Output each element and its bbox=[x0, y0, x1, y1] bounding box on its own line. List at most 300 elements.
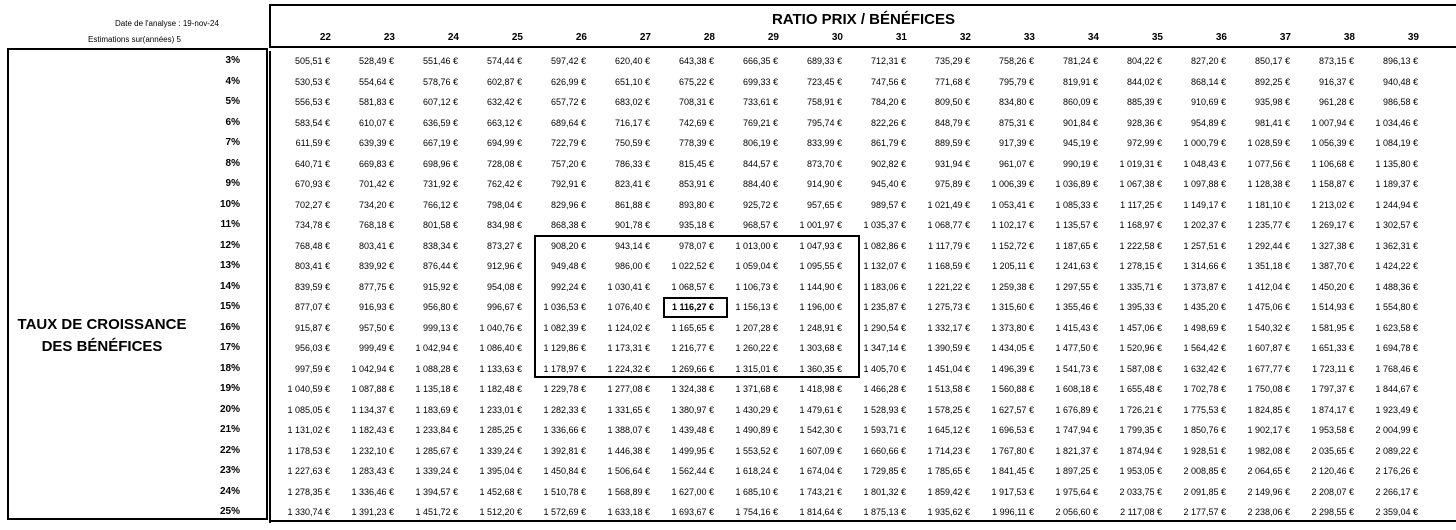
pe-column-header: 25 bbox=[511, 32, 523, 43]
value-cell: 990,19 € bbox=[1062, 158, 1098, 169]
value-cell: 1 528,93 € bbox=[863, 404, 906, 415]
pe-column-header: 32 bbox=[959, 32, 971, 43]
value-cell: 1 183,06 € bbox=[863, 281, 906, 292]
value-cell: 1 694,78 € bbox=[1375, 343, 1418, 353]
pe-column-header: 38 bbox=[1343, 32, 1355, 43]
value-cell: 1 607,09 € bbox=[799, 445, 842, 456]
value-cell: 1 285,67 € bbox=[415, 445, 458, 456]
value-cell: 792,91 € bbox=[550, 179, 586, 189]
growth-rate-label: 18% bbox=[219, 362, 240, 374]
value-cell: 1 053,41 € bbox=[991, 199, 1034, 210]
value-cell: 1 435,20 € bbox=[1183, 302, 1226, 312]
value-cell: 1 982,08 € bbox=[1247, 445, 1290, 456]
value-cell: 1 953,58 € bbox=[1311, 425, 1354, 435]
value-cell: 1 205,11 € bbox=[992, 261, 1034, 271]
value-cell: 2 033,75 € bbox=[1119, 486, 1162, 497]
table-row bbox=[271, 277, 1456, 298]
value-cell: 1 844,67 € bbox=[1375, 384, 1418, 394]
value-cell: 829,96 € bbox=[550, 199, 586, 210]
value-cell: 1 693,67 € bbox=[671, 507, 714, 517]
value-cell: 822,26 € bbox=[870, 117, 906, 128]
value-cell: 1 028,59 € bbox=[1247, 138, 1290, 148]
value-cell: 910,69 € bbox=[1190, 97, 1226, 107]
value-cell: 877,75 € bbox=[358, 281, 394, 292]
value-cell: 1 257,51 € bbox=[1183, 240, 1226, 251]
value-cell: 1 292,44 € bbox=[1247, 240, 1290, 251]
value-cell: 1 562,44 € bbox=[671, 466, 714, 476]
value-cell: 1 373,87 € bbox=[1183, 281, 1226, 292]
value-cell: 902,82 € bbox=[870, 158, 906, 169]
value-cell: 1 439,48 € bbox=[671, 425, 714, 435]
value-cell: 1 082,39 € bbox=[543, 322, 586, 333]
value-cell: 1 124,02 € bbox=[607, 322, 650, 333]
value-cell: 1 128,38 € bbox=[1247, 179, 1290, 189]
value-cell: 833,99 € bbox=[806, 138, 842, 148]
value-cell: 742,69 € bbox=[678, 117, 714, 128]
value-cell: 986,58 € bbox=[1382, 97, 1418, 107]
value-cell: 1 034,46 € bbox=[1375, 117, 1418, 128]
growth-rate-label: 4% bbox=[225, 75, 240, 87]
growth-rate-label: 23% bbox=[219, 465, 240, 476]
value-cell: 1 132,07 € bbox=[863, 261, 906, 271]
value-cell: 733,61 € bbox=[742, 97, 778, 107]
table-row bbox=[271, 72, 1456, 93]
value-cell: 786,33 € bbox=[614, 158, 650, 169]
value-cell: 583,54 € bbox=[294, 117, 330, 128]
value-cell: 1 859,42 € bbox=[927, 486, 970, 497]
pe-column-header: 37 bbox=[1279, 32, 1291, 43]
value-cell: 893,80 € bbox=[678, 199, 714, 210]
value-cell: 528,49 € bbox=[358, 56, 394, 66]
value-cell: 1 490,89 € bbox=[735, 425, 778, 435]
value-cell: 1 696,53 € bbox=[991, 425, 1034, 435]
value-cell: 2 298,55 € bbox=[1311, 507, 1354, 517]
value-cell: 1 144,90 € bbox=[799, 281, 842, 292]
value-cell: 602,87 € bbox=[486, 76, 522, 87]
growth-rate-label: 19% bbox=[219, 383, 240, 394]
table-row bbox=[271, 51, 1456, 72]
table-row bbox=[271, 420, 1456, 441]
value-cell: 554,64 € bbox=[358, 76, 394, 87]
value-cell: 968,57 € bbox=[742, 220, 778, 230]
value-cell: 884,40 € bbox=[742, 179, 778, 189]
table-row bbox=[271, 318, 1456, 339]
value-cell: 1 202,37 € bbox=[1183, 220, 1226, 230]
value-cell: 839,59 € bbox=[294, 281, 330, 292]
value-cell: 1 466,28 € bbox=[863, 384, 906, 394]
value-cell: 916,93 € bbox=[358, 302, 394, 312]
value-cell: 928,36 € bbox=[1126, 117, 1162, 128]
value-cell: 1 260,22 € bbox=[735, 343, 778, 353]
value-cell: 1 021,49 € bbox=[927, 199, 970, 210]
value-cell: 1 133,63 € bbox=[479, 363, 522, 374]
value-cell: 844,02 € bbox=[1126, 76, 1162, 87]
pe-column-header: 39 bbox=[1407, 32, 1419, 43]
value-cell: 1 085,05 € bbox=[287, 404, 330, 415]
value-cell: 1 767,80 € bbox=[991, 445, 1034, 456]
value-cell: 766,12 € bbox=[422, 199, 458, 210]
value-cell: 689,64 € bbox=[550, 117, 586, 128]
pe-column-header: 31 bbox=[895, 32, 907, 43]
value-cell: 1 084,19 € bbox=[1375, 138, 1418, 148]
analysis-date-label: Date de l'analyse : bbox=[115, 19, 181, 28]
growth-rate-label: 24% bbox=[219, 485, 240, 497]
value-cell: 999,49 € bbox=[358, 343, 394, 353]
value-cell: 1 452,68 € bbox=[479, 486, 522, 497]
value-cell: 551,46 € bbox=[422, 56, 458, 66]
table-row bbox=[271, 215, 1456, 236]
value-cell: 1 000,79 € bbox=[1183, 138, 1226, 148]
value-cell: 1 106,73 € bbox=[735, 281, 778, 292]
value-cell: 1 178,97 € bbox=[543, 363, 586, 374]
value-cell: 2 266,17 € bbox=[1375, 486, 1418, 497]
pe-column-header: 22 bbox=[319, 32, 331, 43]
value-cell: 1 035,37 € bbox=[863, 220, 906, 230]
value-cell: 762,42 € bbox=[486, 179, 522, 189]
value-cell: 992,24 € bbox=[550, 281, 586, 292]
value-cell: 1 651,33 € bbox=[1311, 343, 1354, 353]
value-cell: 1 235,87 € bbox=[863, 302, 906, 312]
table-row bbox=[271, 482, 1456, 503]
value-cell: 768,48 € bbox=[294, 240, 330, 251]
value-cell: 657,72 € bbox=[550, 97, 586, 107]
value-cell: 1 222,58 € bbox=[1119, 240, 1162, 251]
value-cell: 574,44 € bbox=[486, 56, 522, 66]
value-cell: 1 499,95 € bbox=[671, 445, 714, 456]
value-cell: 908,20 € bbox=[550, 240, 586, 251]
value-cell: 1 457,06 € bbox=[1119, 322, 1162, 333]
value-cell: 1 607,87 € bbox=[1247, 343, 1290, 353]
value-cell: 1 418,98 € bbox=[799, 384, 842, 394]
value-cell: 1 373,80 € bbox=[991, 322, 1034, 333]
value-cell: 935,98 € bbox=[1254, 97, 1290, 107]
value-cell: 823,41 € bbox=[614, 179, 650, 189]
estimation-years-line bbox=[88, 35, 181, 45]
value-cell: 1 269,66 € bbox=[671, 363, 714, 374]
value-cell: 1 221,22 € bbox=[927, 281, 970, 292]
value-cell: 1 241,63 € bbox=[1055, 261, 1098, 271]
value-cell: 1 729,85 € bbox=[863, 466, 906, 476]
value-cell: 1 227,63 € bbox=[287, 466, 330, 476]
value-cell: 1 336,66 € bbox=[543, 425, 586, 435]
value-cell: 1 168,97 € bbox=[1119, 220, 1162, 230]
value-cell: 1 450,20 € bbox=[1311, 281, 1354, 292]
value-cell: 1 187,65 € bbox=[1055, 240, 1098, 251]
value-cell: 2 177,57 € bbox=[1183, 507, 1226, 517]
value-cell: 640,71 € bbox=[294, 158, 330, 169]
value-cell: 758,91 € bbox=[806, 97, 842, 107]
pe-column-header: 33 bbox=[1023, 32, 1035, 43]
value-cell: 530,53 € bbox=[294, 76, 330, 87]
value-cell: 809,50 € bbox=[934, 97, 970, 107]
value-cell: 1 514,93 € bbox=[1311, 302, 1354, 312]
value-cell: 1 674,04 € bbox=[799, 466, 842, 476]
value-cell: 694,99 € bbox=[486, 138, 522, 148]
value-cell: 848,79 € bbox=[934, 117, 970, 128]
value-cell: 734,78 € bbox=[294, 220, 330, 230]
value-cell: 666,35 € bbox=[742, 56, 778, 66]
value-cell: 1 743,21 € bbox=[799, 486, 842, 497]
pe-column-header: 26 bbox=[575, 32, 587, 43]
value-cell: 1 655,48 € bbox=[1119, 384, 1162, 394]
value-cell: 1 315,01 € bbox=[735, 363, 778, 374]
value-cell: 1 068,77 € bbox=[927, 220, 970, 230]
value-cell: 1 394,57 € bbox=[415, 486, 458, 497]
value-cell: 1 278,35 € bbox=[287, 486, 330, 497]
value-cell: 1 131,02 € bbox=[287, 425, 330, 435]
value-cell: 1 593,71 € bbox=[863, 425, 906, 435]
value-cell: 1 085,33 € bbox=[1055, 199, 1098, 210]
value-cell: 935,18 € bbox=[678, 220, 714, 230]
value-cell: 1 747,94 € bbox=[1055, 425, 1098, 435]
value-cell: 1 331,65 € bbox=[607, 404, 650, 415]
value-cell: 1 362,31 € bbox=[1375, 240, 1418, 251]
value-cell: 1 917,53 € bbox=[991, 486, 1034, 497]
value-cell: 1 785,65 € bbox=[927, 466, 970, 476]
table-row bbox=[271, 133, 1456, 154]
value-cell: 1 135,80 € bbox=[1375, 158, 1418, 169]
value-cell: 2 008,85 € bbox=[1183, 466, 1226, 476]
table-row bbox=[271, 379, 1456, 400]
value-cell: 1 036,89 € bbox=[1055, 179, 1098, 189]
value-cell: 1 553,52 € bbox=[735, 445, 778, 456]
value-cell: 1 676,89 € bbox=[1055, 404, 1098, 415]
growth-rate-label: 5% bbox=[225, 96, 240, 107]
value-cell: 757,20 € bbox=[550, 158, 586, 169]
value-cell: 1 056,39 € bbox=[1311, 138, 1354, 148]
value-cell: 954,89 € bbox=[1190, 117, 1226, 128]
value-cell: 815,45 € bbox=[678, 158, 714, 169]
value-cell: 556,53 € bbox=[294, 97, 330, 107]
value-cell: 961,07 € bbox=[998, 158, 1034, 169]
value-cell: 639,39 € bbox=[358, 138, 394, 148]
value-cell: 1 285,25 € bbox=[479, 425, 522, 435]
growth-rate-label: 17% bbox=[219, 342, 240, 353]
value-cell: 632,42 € bbox=[486, 97, 522, 107]
value-cell: 1 019,31 € bbox=[1119, 158, 1162, 169]
growth-rate-label: 9% bbox=[225, 178, 240, 189]
value-cell: 1 324,38 € bbox=[671, 384, 714, 394]
value-cell: 1 632,42 € bbox=[1183, 363, 1226, 374]
value-cell: 873,15 € bbox=[1318, 56, 1354, 66]
value-cell: 1 229,78 € bbox=[543, 384, 586, 394]
value-cell: 1 506,64 € bbox=[607, 466, 650, 476]
value-cell: 1 520,96 € bbox=[1119, 343, 1162, 353]
value-cell: 723,45 € bbox=[806, 76, 842, 87]
value-cell: 1 129,86 € bbox=[543, 343, 586, 353]
value-cell: 819,91 € bbox=[1062, 76, 1098, 87]
value-cell: 1 183,69 € bbox=[415, 404, 458, 415]
value-cell: 1 821,37 € bbox=[1055, 445, 1098, 456]
value-cell: 1 248,91 € bbox=[799, 322, 842, 333]
value-cell: 957,50 € bbox=[358, 322, 394, 333]
growth-rate-label: 16% bbox=[219, 321, 240, 333]
value-cell: 1 996,11 € bbox=[992, 507, 1034, 517]
value-cell: 1 953,05 € bbox=[1119, 466, 1162, 476]
value-cell: 892,25 € bbox=[1254, 76, 1290, 87]
value-cell: 1 512,20 € bbox=[479, 507, 522, 517]
value-cell: 1 874,17 € bbox=[1311, 404, 1354, 415]
value-cell: 885,39 € bbox=[1126, 97, 1162, 107]
value-cell: 981,41 € bbox=[1254, 117, 1290, 128]
value-cell: 1 077,56 € bbox=[1247, 158, 1290, 169]
value-cell: 1 627,00 € bbox=[671, 486, 714, 497]
value-cell: 1 498,69 € bbox=[1183, 322, 1226, 333]
value-cell: 850,17 € bbox=[1254, 56, 1290, 66]
growth-rate-label: 13% bbox=[219, 260, 240, 271]
value-cell: 1 095,55 € bbox=[799, 261, 842, 271]
value-cell: 1 178,53 € bbox=[287, 445, 330, 456]
pe-column-header: 28 bbox=[703, 32, 715, 43]
value-cell: 1 841,45 € bbox=[991, 466, 1034, 476]
value-cell: 1 283,43 € bbox=[351, 466, 394, 476]
value-cell: 916,37 € bbox=[1318, 76, 1354, 87]
value-cell: 975,89 € bbox=[934, 179, 970, 189]
value-cell: 1 568,89 € bbox=[607, 486, 650, 497]
value-cell: 1 824,85 € bbox=[1247, 404, 1290, 415]
value-cell: 708,31 € bbox=[678, 97, 714, 107]
value-cell: 1 726,21 € bbox=[1119, 404, 1162, 415]
value-cell: 1 207,28 € bbox=[735, 322, 778, 333]
value-cell: 915,92 € bbox=[422, 281, 458, 292]
value-cell: 781,24 € bbox=[1062, 56, 1098, 66]
value-cell: 607,12 € bbox=[422, 97, 458, 107]
value-cell: 1 897,25 € bbox=[1055, 466, 1098, 476]
value-cell: 896,13 € bbox=[1382, 56, 1418, 66]
value-cell: 1 233,01 € bbox=[479, 404, 522, 415]
value-cell: 2 176,26 € bbox=[1375, 466, 1418, 476]
value-cell: 889,59 € bbox=[934, 138, 970, 148]
value-cell: 1 450,84 € bbox=[543, 466, 586, 476]
value-cell: 731,92 € bbox=[422, 179, 458, 189]
value-cell: 1 117,25 € bbox=[1120, 199, 1162, 210]
value-cell: 1 380,97 € bbox=[671, 404, 714, 415]
value-cell: 1 135,57 € bbox=[1055, 220, 1098, 230]
growth-rate-label: 7% bbox=[225, 137, 240, 148]
value-cell: 839,92 € bbox=[358, 261, 394, 271]
value-cell: 1 923,49 € bbox=[1375, 404, 1418, 415]
table-row bbox=[271, 174, 1456, 195]
value-cell: 803,41 € bbox=[358, 240, 394, 251]
value-cell: 1 047,93 € bbox=[799, 240, 842, 251]
value-cell: 1 627,57 € bbox=[991, 404, 1034, 415]
value-cell: 1 355,46 € bbox=[1055, 302, 1098, 312]
value-cell: 914,90 € bbox=[806, 179, 842, 189]
table-row bbox=[271, 461, 1456, 482]
value-cell: 1 013,00 € bbox=[735, 240, 778, 251]
value-cell: 1 001,97 € bbox=[799, 220, 842, 230]
value-cell: 610,07 € bbox=[358, 117, 394, 128]
table-row bbox=[271, 113, 1456, 134]
value-cell: 2 208,07 € bbox=[1311, 486, 1354, 497]
value-cell: 689,33 € bbox=[806, 56, 842, 66]
value-cell: 611,59 € bbox=[295, 138, 330, 148]
table-row bbox=[271, 400, 1456, 421]
value-cell: 956,80 € bbox=[422, 302, 458, 312]
value-cell: 1 040,59 € bbox=[287, 384, 330, 394]
value-cell: 1 388,07 € bbox=[607, 425, 650, 435]
value-cell: 1 488,36 € bbox=[1375, 281, 1418, 292]
value-cell: 875,31 € bbox=[998, 117, 1034, 128]
table-row bbox=[271, 92, 1456, 113]
analysis-date-value: 19-nov-24 bbox=[182, 19, 219, 28]
value-cell: 1 087,88 € bbox=[351, 384, 394, 394]
value-cell: 1 623,58 € bbox=[1375, 322, 1418, 333]
growth-rate-label: 25% bbox=[219, 506, 240, 517]
table-row bbox=[271, 338, 1456, 359]
value-cell: 505,51 € bbox=[294, 56, 330, 66]
value-cell: 702,27 € bbox=[294, 199, 330, 210]
estimation-years-value: 5 bbox=[176, 35, 181, 44]
value-cell: 683,02 € bbox=[614, 97, 650, 107]
value-cell: 912,96 € bbox=[486, 261, 522, 271]
value-cell: 873,70 € bbox=[806, 158, 842, 169]
value-cell: 1 030,41 € bbox=[607, 281, 650, 292]
value-cell: 1 097,88 € bbox=[1183, 179, 1226, 189]
value-cell: 643,38 € bbox=[678, 56, 714, 66]
value-cell: 1 168,59 € bbox=[927, 261, 970, 271]
value-cell: 834,98 € bbox=[486, 220, 522, 230]
value-cell: 1 935,62 € bbox=[927, 507, 970, 517]
value-cell: 1 007,94 € bbox=[1311, 117, 1354, 128]
value-cell: 581,83 € bbox=[358, 97, 394, 107]
value-cell: 972,99 € bbox=[1126, 138, 1162, 148]
value-cell: 1 067,38 € bbox=[1119, 179, 1162, 189]
value-cell: 801,58 € bbox=[422, 220, 458, 230]
value-cell: 1 189,37 € bbox=[1375, 179, 1418, 189]
table-row bbox=[271, 154, 1456, 175]
table-row bbox=[271, 256, 1456, 277]
value-cell: 1 088,28 € bbox=[415, 363, 458, 374]
value-cell: 1 608,18 € bbox=[1055, 384, 1098, 394]
growth-rate-label: 14% bbox=[219, 280, 240, 292]
value-cell: 1 415,43 € bbox=[1055, 322, 1098, 333]
value-cell: 728,08 € bbox=[486, 158, 522, 169]
value-cell: 1 068,57 € bbox=[671, 281, 714, 292]
value-cell: 1 430,29 € bbox=[735, 404, 778, 415]
value-cell: 597,42 € bbox=[550, 56, 586, 66]
pe-ratio-column-headers bbox=[272, 32, 1456, 43]
value-cell: 2 117,08 € bbox=[1120, 507, 1162, 517]
value-cell: 997,59 € bbox=[294, 363, 330, 374]
value-cell: 1 390,59 € bbox=[927, 343, 970, 353]
value-cell: 1 135,18 € bbox=[415, 384, 458, 394]
value-cell: 701,42 € bbox=[358, 179, 394, 189]
value-cell: 669,83 € bbox=[358, 158, 394, 169]
value-cell: 901,78 € bbox=[614, 220, 650, 230]
value-cell: 716,17 € bbox=[614, 117, 650, 128]
table-bottom-border bbox=[269, 520, 1456, 522]
growth-rate-label: 12% bbox=[219, 239, 240, 251]
growth-rate-title: TAUX DE CROISSANCE DES BÉNÉFICES bbox=[17, 316, 187, 355]
value-cell: 838,34 € bbox=[422, 240, 458, 251]
growth-rate-labels bbox=[190, 51, 240, 523]
value-cell: 1 702,78 € bbox=[1183, 384, 1226, 394]
pe-column-header: 29 bbox=[767, 32, 779, 43]
value-cell: 1 975,64 € bbox=[1055, 486, 1098, 497]
value-cell: 945,19 € bbox=[1062, 138, 1098, 148]
value-cell: 925,72 € bbox=[742, 199, 778, 210]
value-cell: 956,03 € bbox=[294, 343, 330, 353]
value-cell: 1 645,12 € bbox=[927, 425, 970, 435]
value-cell: 1 182,43 € bbox=[351, 425, 394, 435]
value-cell: 844,57 € bbox=[742, 158, 778, 169]
value-cell: 1 587,08 € bbox=[1119, 363, 1162, 374]
value-cell: 1 275,73 € bbox=[927, 302, 970, 312]
value-cell: 1 797,37 € bbox=[1311, 384, 1354, 394]
value-cell: 1 572,69 € bbox=[543, 507, 586, 517]
value-cell: 1 392,81 € bbox=[543, 445, 586, 456]
